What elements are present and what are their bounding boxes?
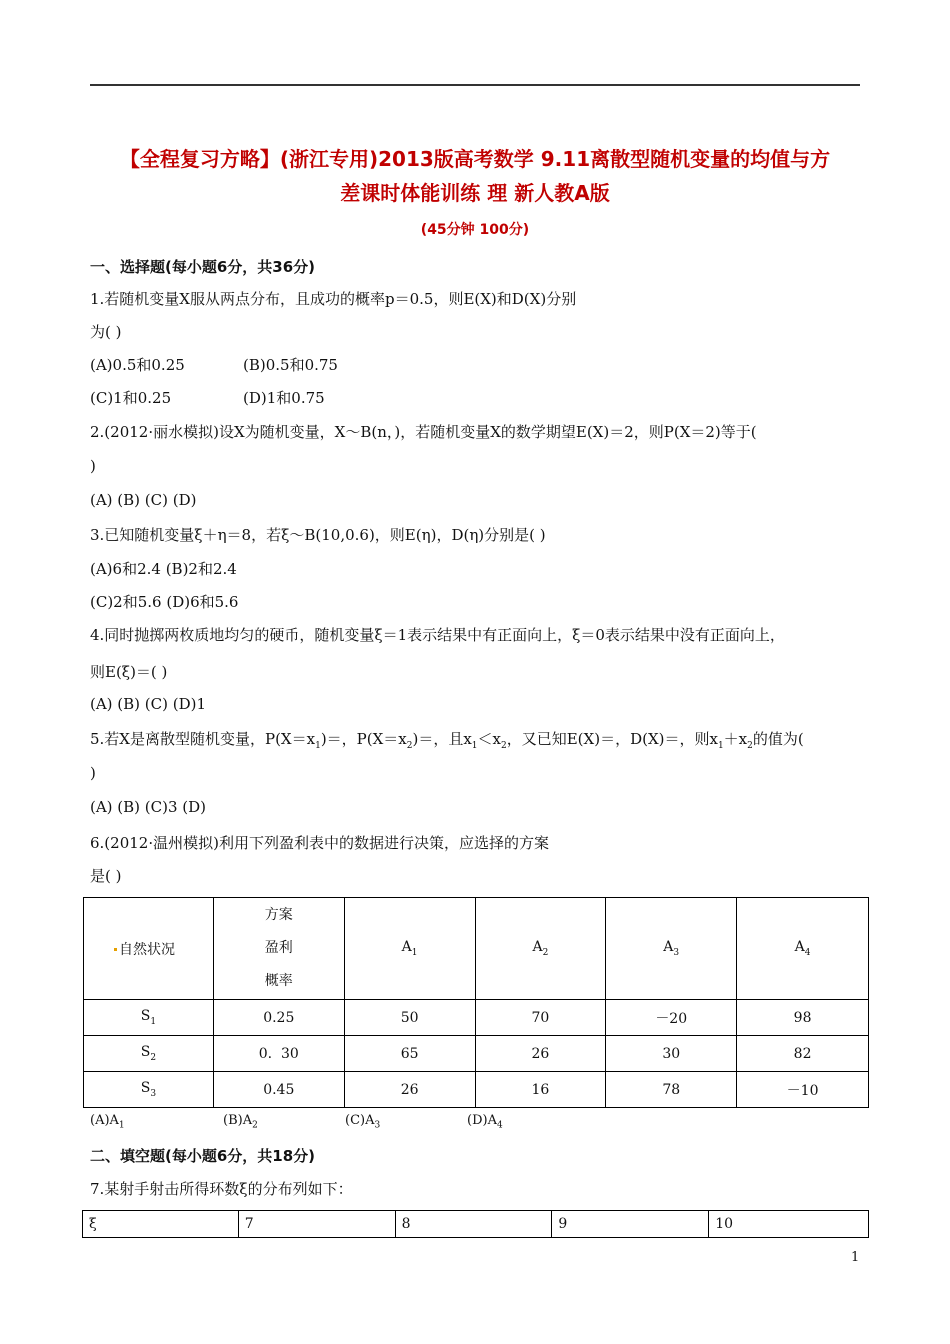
header-a2: $A_2$ — [475, 898, 606, 1000]
q6-option-b: $(B)A_2$ — [223, 1113, 258, 1131]
q6-stem-cont: 是( ) — [90, 867, 122, 885]
q5-stem: 5.若X是离散型随机变量，$P(X=x_1)=$，$P(X=x_2)=$，且$x_1<x_2$，又已知E(X)＝，D(X)＝，则$x_1+x_2$的值为( — [90, 730, 804, 751]
q7-stem: 7.某射手射击所得环数ξ的分布列如下： — [90, 1180, 353, 1198]
title-line-2: 差课时体能训练 理 新人教A版 — [340, 181, 610, 205]
q1-stem-cont: 为( ) — [90, 323, 122, 341]
q6-option-a: $(A)A_1$ — [90, 1113, 125, 1131]
q2-stem: 2.(2012·丽水模拟)设X为随机变量，X～B(n，)，若随机变量X的数学期望E(X)＝2，则P(X＝2)等于( — [90, 423, 757, 441]
q4-stem: 4.同时抛掷两枚质地均匀的硬币，随机变量ξ＝1表示结果中有正面向上，ξ＝0表示结果中没有正面向上， — [90, 626, 785, 644]
q1-option-d: (D)1和0.75 — [243, 389, 325, 407]
subtitle: (45分钟 100分) — [420, 222, 530, 238]
table-header-row — [84, 898, 869, 1000]
q1-option-c: (C)1和0.25 — [90, 389, 172, 407]
table-row: $S_2$ 0. 30 65 26 30 82 — [84, 1036, 869, 1072]
q5-stem-cont: ) — [90, 764, 96, 782]
header-a4: $A_4$ — [737, 898, 869, 1000]
q1-stem: 1.若随机变量X服从两点分布，且成功的概率p＝0.5，则E(X)和D(X)分别 — [90, 290, 577, 308]
q2-options: (A) (B) (C) (D) — [90, 491, 197, 509]
q6-option-d: $(D)A_4$ — [467, 1113, 503, 1131]
q4-stem-cont: 则E(ξ)＝( ) — [90, 663, 168, 681]
q3-options-row-2: (C)2和5.6 (D)6和5.6 — [90, 593, 239, 611]
marker-dot — [114, 948, 117, 951]
header-a1: $A_1$ — [344, 898, 475, 1000]
table-row: $S_3$ 0.45 26 16 78 －10 — [84, 1072, 869, 1108]
profit-table — [83, 897, 869, 1108]
q1-option-b: (B)0.5和0.75 — [243, 356, 338, 374]
section-2-heading: 二、填空题(每小题6分，共18分) — [90, 1147, 316, 1165]
q5-options: (A) (B) (C)3 (D) — [90, 798, 207, 816]
header-natural-state: 自然状况 — [84, 898, 214, 1000]
section-1-heading: 一、选择题(每小题6分，共36分) — [90, 258, 316, 276]
distribution-table — [82, 1210, 869, 1238]
q6-stem: 6.(2012·温州模拟)利用下列盈利表中的数据进行决策，应选择的方案 — [90, 834, 549, 852]
q1-option-a: (A)0.5和0.25 — [90, 356, 185, 374]
q4-options: (A) (B) (C) (D)1 — [90, 695, 207, 713]
q3-stem: 3.已知随机变量ξ＋η＝8，若ξ～B(10,0.6)，则E(η)，D(η)分别是( ) — [90, 526, 546, 544]
table-row: ξ 7 8 9 10 — [83, 1211, 869, 1238]
q6-option-c: $(C)A_3$ — [345, 1113, 381, 1131]
page-number: 1 — [851, 1250, 860, 1265]
table-row: $S_1$ 0.25 50 70 －20 98 — [84, 1000, 869, 1036]
q2-stem-cont: ) — [90, 457, 96, 475]
header-scheme-profit-probability: 方案 盈利 概率 — [213, 898, 344, 1000]
q3-options-row-1: (A)6和2.4 (B)2和2.4 — [90, 560, 237, 578]
header-a3: $A_3$ — [606, 898, 737, 1000]
title-line-1: 【全程复习方略】(浙江专用)2013版高考数学 9.11离散型随机变量的均值与方 — [119, 147, 831, 171]
header-rule — [90, 84, 860, 86]
